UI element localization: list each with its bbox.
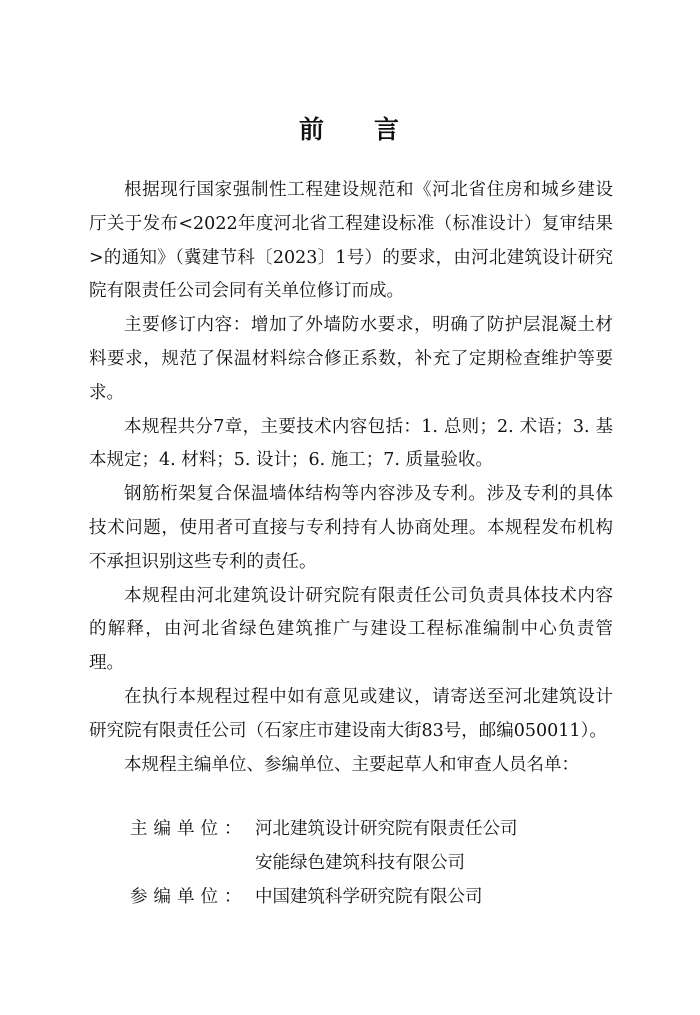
participant-unit-1: 中国建筑科学研究院有限公司 [255, 887, 483, 907]
paragraph-basis: 根据现行国家强制性工程建设规范和《河北省住房和城乡建设厅关于发布<2022年度河北省工程建设标准（标准设计）复审结果>的通知》（冀建节科〔2023〕1号）的要求，由河北建筑设计研究院有限责任公司会同有关单位修订而成。 [89, 180, 613, 302]
paragraph-patents: 钢筋桁架复合保温墙体结构等内容涉及专利。涉及专利的具体技术问题，使用者可直接与专利持有人协商处理。本规程发布机构不承担识别这些专利的责任。 [89, 484, 613, 572]
preface-body [89, 174, 613, 782]
chief-unit-row-2 [130, 846, 518, 880]
chief-unit-1: 河北建筑设计研究院有限责任公司 [255, 819, 518, 839]
paragraph-interpretation: 本规程由河北建筑设计研究院有限责任公司负责具体技术内容的解释，由河北省绿色建筑推广与建设工程标准编制中心负责管理。 [89, 585, 613, 674]
page-title [0, 112, 700, 148]
paragraph-units-intro: 本规程主编单位、参编单位、主要起草人和审查人员名单： [124, 754, 579, 775]
chief-unit-row [130, 812, 518, 846]
unit-list [130, 812, 518, 914]
chief-unit-label: 主编单位： [130, 819, 248, 839]
title-char-2: 言 [374, 115, 402, 144]
participant-unit-label: 参编单位： [130, 887, 248, 907]
title-char-1: 前 [298, 115, 326, 144]
paragraph-feedback: 在执行本规程过程中如有意见或建议，请寄送至河北建筑设计研究院有限责任公司（石家庄市建设南大街83号，邮编050011）。 [89, 686, 613, 741]
participant-unit-row [130, 880, 518, 914]
paragraph-chapters: 本规程共分7章，主要技术内容包括：1. 总则；2. 术语；3. 基本规定；4. 材料；5. 设计；6. 施工；7. 质量验收。 [89, 416, 613, 471]
paragraph-revisions: 主要修订内容：增加了外墙防水要求，明确了防护层混凝土材料要求，规范了保温材料综合修正系数，补充了定期检查维护等要求。 [89, 315, 613, 403]
chief-unit-2: 安能绿色建筑科技有限公司 [255, 853, 465, 873]
